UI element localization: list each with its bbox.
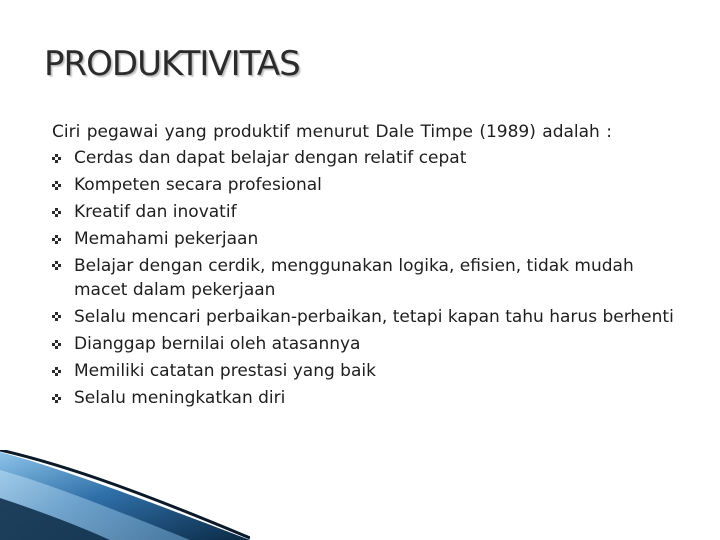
list-item — [52, 385, 677, 412]
list-item-text: Belajar dengan cerdik, menggunakan logika, efisien, tidak mudah macet dalam pekerjaan — [74, 256, 634, 300]
bullet-icon — [52, 340, 61, 349]
list-item — [52, 199, 677, 226]
list-item — [52, 331, 677, 358]
list-item-text: Memiliki catatan prestasi yang baik — [74, 361, 376, 381]
list-item — [52, 253, 677, 304]
list-item — [52, 172, 677, 199]
corner-swoosh-decoration — [0, 450, 250, 540]
list-item — [52, 304, 677, 331]
intro-block — [52, 121, 677, 144]
bullet-icon — [52, 235, 61, 244]
list-item — [52, 226, 677, 253]
slide-title: PRODUKTIVITAS — [44, 44, 300, 84]
intro-text: Ciri pegawai yang produktif menurut Dale Timpe (1989) adalah : — [52, 122, 612, 142]
bullet-icon — [52, 394, 61, 403]
slide-content — [52, 121, 677, 412]
list-item — [52, 145, 677, 172]
list-item — [52, 358, 677, 385]
bullet-list — [52, 145, 677, 412]
list-item-text: Kreatif dan inovatif — [74, 202, 237, 222]
list-item-text: Cerdas dan dapat belajar dengan relatif cepat — [74, 148, 467, 168]
list-item-text: Kompeten secara profesional — [74, 175, 322, 195]
bullet-icon — [52, 154, 61, 163]
bullet-icon — [52, 261, 61, 270]
bullet-icon — [52, 181, 61, 190]
list-item-text: Dianggap bernilai oleh atasannya — [74, 334, 361, 354]
list-item-text: Selalu meningkatkan diri — [74, 388, 286, 408]
list-item-text: Selalu mencari perbaikan-perbaikan, tetapi kapan tahu harus berhenti — [74, 307, 674, 327]
bullet-icon — [52, 367, 61, 376]
bullet-icon — [52, 208, 61, 217]
bullet-icon — [52, 312, 61, 321]
list-item-text: Memahami pekerjaan — [74, 229, 259, 249]
